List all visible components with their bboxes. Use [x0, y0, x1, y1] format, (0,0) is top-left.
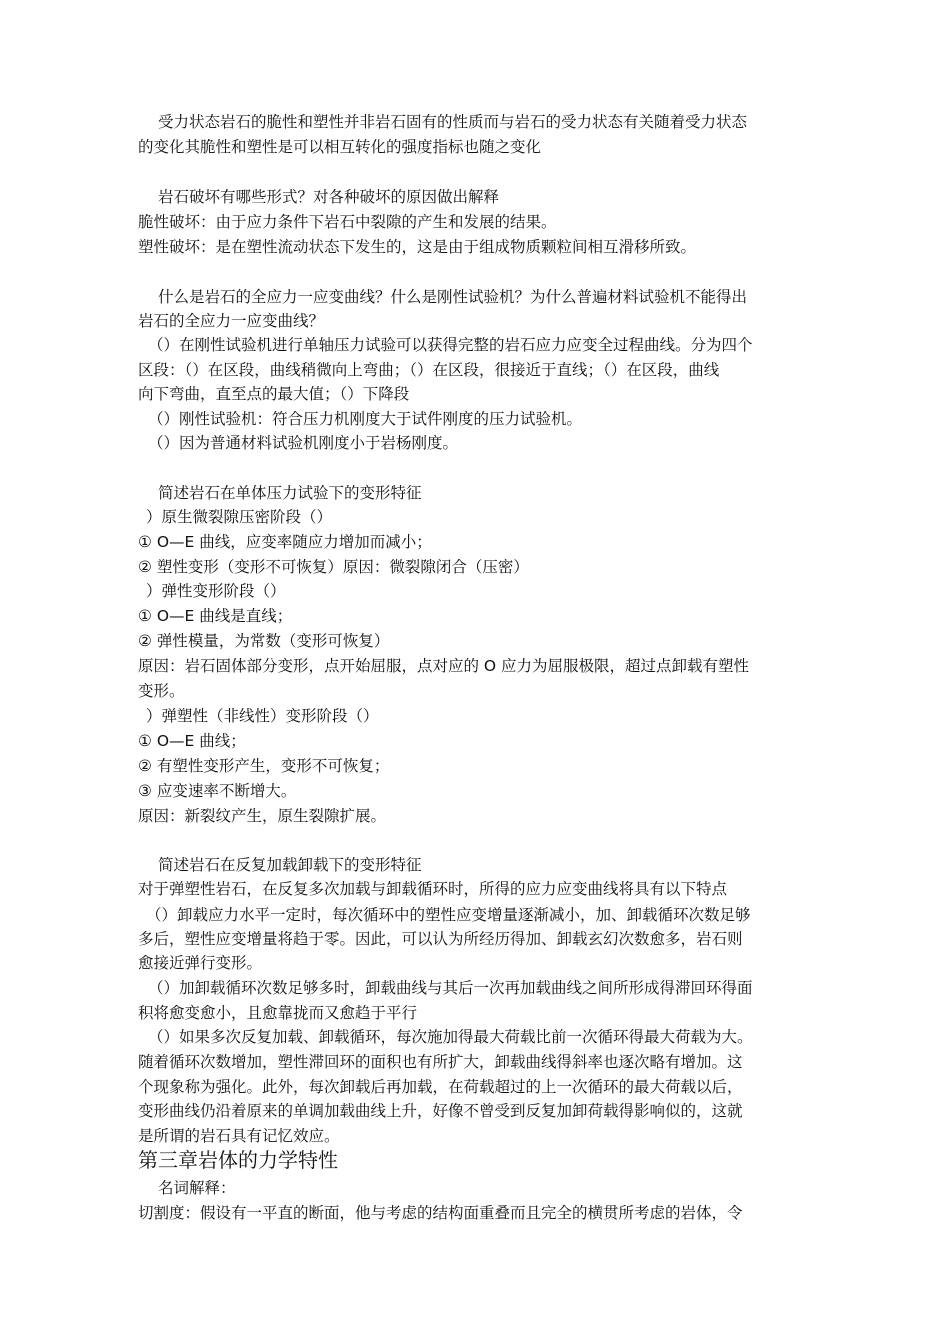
text-line: 塑性破坏：是在塑性流动状态下发生的，这是由于组成物质颗粒间相互滑移所致。 [138, 238, 697, 256]
stage-heading: ）原生微裂隙压密阶段（） [146, 508, 333, 526]
text-line: 个现象称为强化。此外，每次卸载后再加载，在荷载超过的上一次循环的最大荷载以后， [138, 1078, 743, 1096]
list-item: ② 弹性模量，为常数（变形可恢复） [138, 632, 390, 650]
section-heading: 什么是岩石的全应力一应变曲线？什么是刚性试验机？为什么普遍材料试验机不能得出 [158, 288, 748, 306]
subsection-heading: 名词解释： [158, 1179, 236, 1197]
text-line: （）如果多次反复加载、卸载循环，每次施加得最大荷载比前一次循环得最大荷载为大。 [148, 1028, 753, 1046]
section-heading: 简述岩石在反复加载卸载下的变形特征 [158, 856, 422, 874]
text-line: 变形曲线仍沿着原来的单调加载曲线上升，好像不曾受到反复加卸荷载得影响似的，这就 [138, 1102, 743, 1120]
text-line: 区段：（）在区段，曲线稍微向上弯曲；（）在区段，很接近于直线；（）在区段，曲线 [138, 361, 720, 379]
list-item: ① O—E 曲线，应变率随应力增加而减小； [138, 533, 432, 551]
section-heading: 岩石的全应力一应变曲线？ [138, 312, 325, 330]
text-line: 随着循环次数增加，塑性滞回环的面积也有所扩大，卸载曲线得斜率也逐次略有增加。这 [138, 1053, 743, 1071]
text-line: 原因：新裂纹产生，原生裂隙扩展。 [138, 807, 387, 825]
list-item: ① O—E 曲线； [138, 732, 246, 750]
text-line: （）在刚性试验机进行单轴压力试验可以获得完整的岩石应力应变全过程曲线。分为四个 [148, 336, 753, 354]
list-item: ③ 应变速率不断增大。 [138, 782, 297, 800]
stage-heading: ）弹性变形阶段（） [146, 582, 286, 600]
list-item: ② 有塑性变形产生，变形不可恢复； [138, 757, 390, 775]
section-heading: 简述岩石在单体压力试验下的变形特征 [158, 484, 422, 502]
chapter-title: 第三章岩体的力学特性 [138, 1148, 338, 1172]
text-line: 积将愈变愈小，且愈靠拢而又愈趋于平行 [138, 1004, 418, 1022]
text-line: 是所谓的岩石具有记忆效应。 [138, 1127, 340, 1145]
text-line: （）因为普通材料试验机刚度小于岩杨刚度。 [148, 434, 459, 452]
text-line: （）刚性试验机：符合压力机刚度大于试件刚度的压力试验机。 [148, 410, 583, 428]
list-item: ② 塑性变形（变形不可恢复）原因：微裂隙闭合（压密） [138, 558, 529, 576]
text-line: 的变化其脆性和塑性是可以相互转化的强度指标也随之变化 [138, 138, 542, 156]
stage-heading: ）弹塑性（非线性）变形阶段（） [146, 707, 379, 725]
text-line: 变形。 [138, 682, 185, 700]
text-line: 原因：岩石固体部分变形，点开始屈服，点对应的 O 应力为屈服极限，超过点卸载有塑性 [138, 657, 750, 675]
text-line: 切割度：假设有一平直的断面，他与考虑的结构面重叠而且完全的横贯所考虑的岩体，令 [138, 1204, 743, 1222]
text-line: 对于弹塑性岩石，在反复多次加载与卸载循环时，所得的应力应变曲线将具有以下特点 [138, 880, 728, 898]
list-item: ① O—E 曲线是直线； [138, 607, 293, 625]
text-line: 受力状态岩石的脆性和塑性并非岩石固有的性质而与岩石的受力状态有关随着受力状态 [158, 113, 748, 131]
section-heading: 岩石破坏有哪些形式？对各种破坏的原因做出解释 [158, 188, 500, 206]
text-line: 多后，塑性应变增量将趋于零。因此，可以认为所经历得加、卸载玄幻次数愈多，岩石则 [138, 930, 743, 948]
text-line: 脆性破坏：由于应力条件下岩石中裂隙的产生和发展的结果。 [138, 213, 557, 231]
text-line: （）加卸载循环次数足够多时，卸载曲线与其后一次再加载曲线之间所形成得滞回环得面 [148, 979, 753, 997]
text-line: （）卸载应力水平一定时，每次循环中的塑性应变增量逐渐减小，加、卸载循环次数足够 [146, 906, 751, 924]
text-line: 愈接近弹行变形。 [138, 954, 263, 972]
text-line: 向下弯曲，直至点的最大值；（）下降段 [138, 385, 410, 403]
